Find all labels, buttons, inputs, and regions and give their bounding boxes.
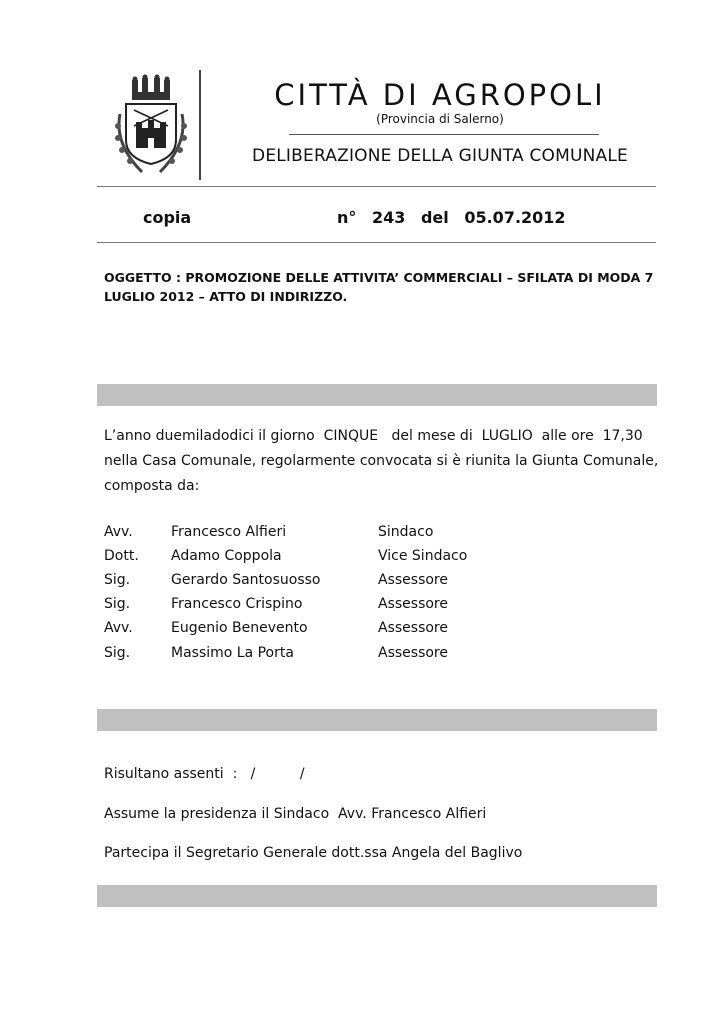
- member-role: Assessore: [378, 620, 448, 636]
- copy-label: copia: [143, 208, 192, 227]
- member-role: Assessore: [378, 596, 448, 612]
- member-title: Avv.: [104, 524, 133, 540]
- number-label: n°: [337, 208, 357, 227]
- date-value: 05.07.2012: [464, 208, 566, 227]
- member-title: Avv.: [104, 620, 133, 636]
- member-name: Francesco Crispino: [171, 596, 303, 612]
- province-underline: [289, 134, 599, 135]
- member-name: Gerardo Santosuosso: [171, 572, 321, 588]
- member-title: Dott.: [104, 548, 139, 564]
- member-name: Eugenio Benevento: [171, 620, 308, 636]
- member-role: Assessore: [378, 645, 448, 661]
- absent-line: Risultano assenti : / /: [104, 766, 305, 782]
- document-title: DELIBERAZIONE DELLA GIUNTA COMUNALE: [252, 146, 628, 166]
- subject-text: OGGETTO : PROMOZIONE DELLE ATTIVITA’ COMMERCIALI – SFILATA DI MODA 7 LUGLIO 2012 – ATTO DI INDIRIZZO.: [104, 270, 654, 304]
- header-vertical-divider: [199, 70, 201, 180]
- meta-rule: [97, 242, 656, 243]
- date-label: del: [420, 208, 449, 227]
- intro-line: nella Casa Comunale, regolarmente convocata si è riunita la Giunta Comunale,: [104, 453, 659, 469]
- member-role: Sindaco: [378, 524, 434, 540]
- member-name: Francesco Alfieri: [171, 524, 287, 540]
- header-rule: [97, 186, 656, 187]
- separator-band: [97, 885, 657, 907]
- city-name: CITTÀ DI AGROPOLI: [274, 78, 606, 112]
- separator-band: [97, 709, 657, 731]
- number-value: 243: [371, 208, 406, 227]
- separator-band: [97, 384, 657, 406]
- city-coat-of-arms-icon: [112, 74, 190, 178]
- member-title: Sig.: [104, 645, 131, 661]
- member-role: Assessore: [378, 572, 448, 588]
- presidency-line: Assume la presidenza il Sindaco Avv. Francesco Alfieri: [104, 806, 487, 822]
- member-title: Sig.: [104, 572, 131, 588]
- member-name: Adamo Coppola: [171, 548, 282, 564]
- member-role: Vice Sindaco: [378, 548, 468, 564]
- deliberation-number: [337, 208, 576, 227]
- province-label: (Provincia di Salerno): [376, 112, 504, 126]
- member-name: Massimo La Porta: [171, 645, 294, 661]
- intro-line: composta da:: [104, 478, 200, 494]
- secretary-line: Partecipa il Segretario Generale dott.ssa Angela del Baglivo: [104, 845, 523, 861]
- intro-line: L’anno duemiladodici il giorno CINQUE del mese di LUGLIO alle ore 17,30: [104, 428, 643, 444]
- intro-paragraph: [104, 424, 664, 499]
- member-title: Sig.: [104, 596, 131, 612]
